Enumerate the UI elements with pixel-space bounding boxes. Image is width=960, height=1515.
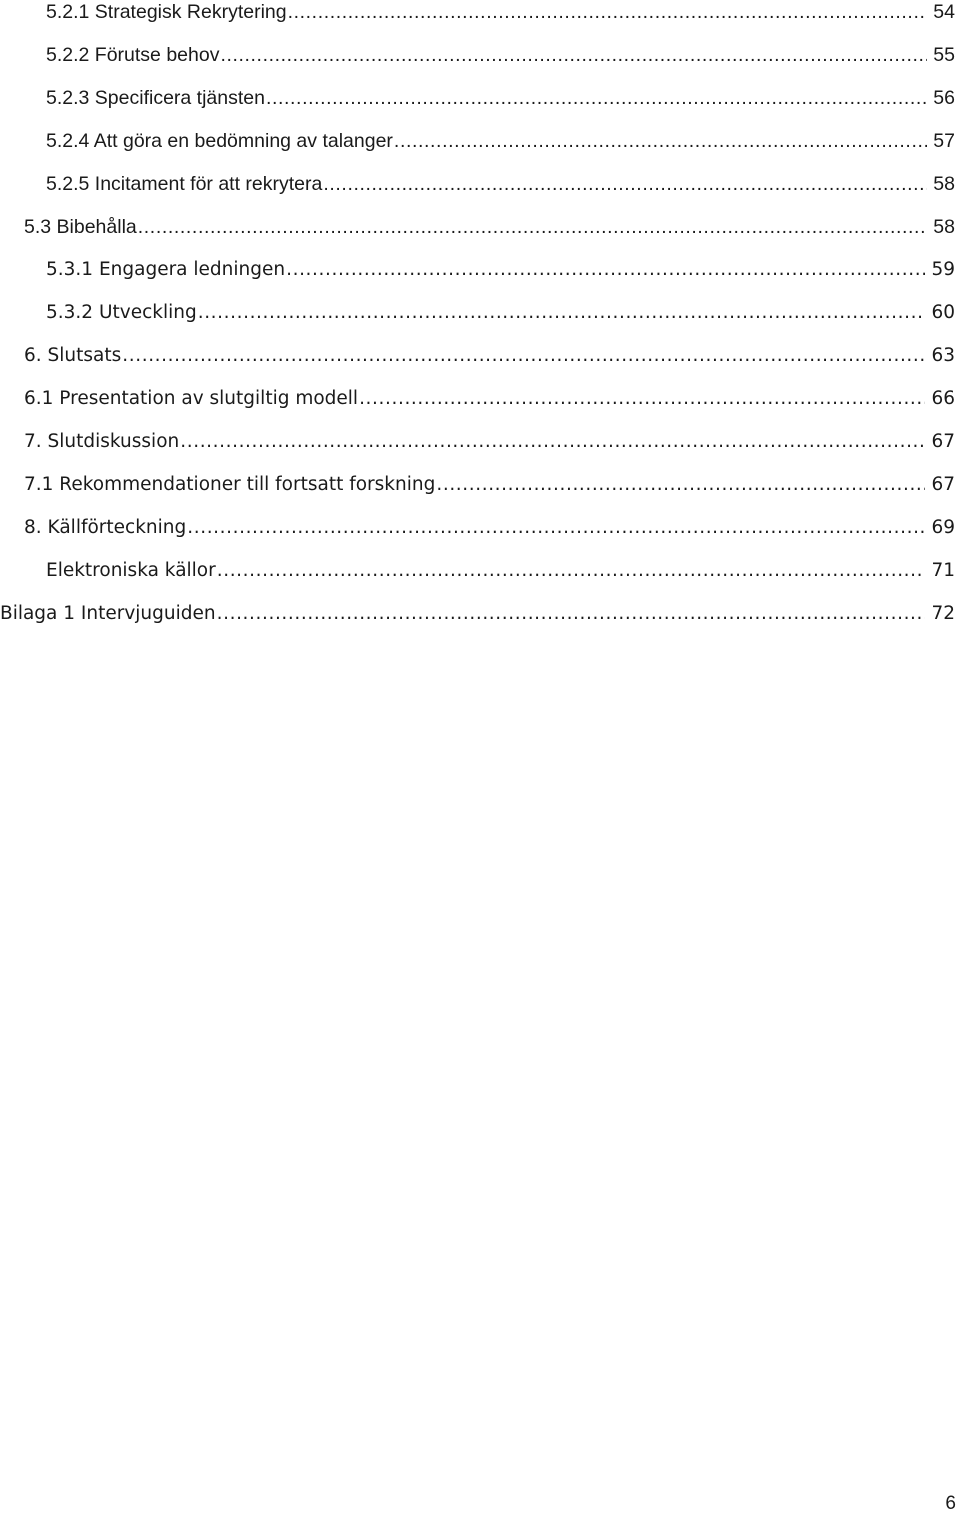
toc-entry-page: 58	[927, 215, 955, 239]
table-of-contents	[0, 0, 955, 645]
toc-dot-leader	[323, 172, 927, 196]
toc-entry-page: 58	[927, 172, 955, 196]
toc-entry-title: 8. Källförteckning	[24, 517, 187, 538]
toc-entry[interactable]	[0, 172, 955, 215]
toc-entry-title: Elektroniska källor	[46, 560, 216, 581]
toc-entry-page: 54	[927, 0, 955, 24]
toc-dot-leader	[220, 43, 927, 67]
toc-dot-leader	[288, 0, 928, 24]
toc-entry-title: 5.2.2 Förutse behov	[46, 44, 220, 66]
toc-entry[interactable]	[0, 258, 955, 301]
toc-entry[interactable]	[0, 129, 955, 172]
toc-dot-leader	[359, 387, 925, 411]
toc-entry-title: 5.3.1 Engagera ledningen	[46, 259, 286, 280]
toc-dot-leader	[217, 559, 926, 583]
toc-entry-title: Bilaga 1 Intervjuguiden	[0, 603, 216, 624]
page-number: 6	[945, 1493, 956, 1514]
toc-dot-leader	[217, 602, 926, 626]
toc-entry-title: 6. Slutsats	[24, 345, 122, 366]
toc-dot-leader	[394, 129, 927, 153]
toc-entry[interactable]	[0, 602, 955, 645]
toc-entry-page: 67	[925, 473, 955, 497]
toc-dot-leader	[180, 430, 925, 454]
toc-entry-page: 72	[925, 602, 955, 626]
toc-entry-page: 66	[925, 387, 955, 411]
toc-dot-leader	[266, 86, 927, 110]
toc-dot-leader	[122, 344, 925, 368]
toc-entry-page: 67	[925, 430, 955, 454]
toc-entry-page: 60	[925, 301, 955, 325]
toc-entry[interactable]	[0, 86, 955, 129]
toc-entry-page: 59	[925, 258, 955, 282]
toc-entry-page: 55	[927, 43, 955, 67]
toc-entry-title: 7.1 Rekommendationer till fortsatt forskning	[24, 474, 436, 495]
toc-dot-leader	[286, 258, 925, 282]
toc-entry[interactable]	[0, 301, 955, 344]
toc-entry-page: 56	[927, 86, 955, 110]
toc-dot-leader	[198, 301, 926, 325]
toc-dot-leader	[138, 215, 928, 239]
toc-entry[interactable]	[0, 430, 955, 473]
toc-entry[interactable]	[0, 215, 955, 258]
toc-entry-title: 5.2.3 Specificera tjänsten	[46, 87, 265, 109]
toc-entry-title: 5.2.1 Strategisk Rekrytering	[46, 1, 287, 23]
toc-entry[interactable]	[0, 0, 955, 43]
toc-entry[interactable]	[0, 43, 955, 86]
toc-entry[interactable]	[0, 387, 955, 430]
toc-entry-title: 5.3.2 Utveckling	[46, 302, 197, 323]
toc-entry-page: 57	[927, 129, 955, 153]
toc-entry[interactable]	[0, 516, 955, 559]
toc-entry-title: 5.2.5 Incitament för att rekrytera	[46, 173, 323, 195]
toc-entry[interactable]	[0, 473, 955, 516]
toc-dot-leader	[436, 473, 925, 497]
toc-entry-title: 5.2.4 Att göra en bedömning av talanger	[46, 130, 393, 152]
toc-entry-page: 71	[925, 559, 955, 583]
toc-entry-title: 7. Slutdiskussion	[24, 431, 180, 452]
toc-entry[interactable]	[0, 559, 955, 602]
toc-entry-title: 6.1 Presentation av slutgiltig modell	[24, 388, 359, 409]
toc-entry-title: 5.3 Bibehålla	[24, 216, 137, 238]
toc-entry-page: 69	[925, 516, 955, 540]
toc-dot-leader	[187, 516, 925, 540]
toc-entry[interactable]	[0, 344, 955, 387]
toc-entry-page: 63	[925, 344, 955, 368]
